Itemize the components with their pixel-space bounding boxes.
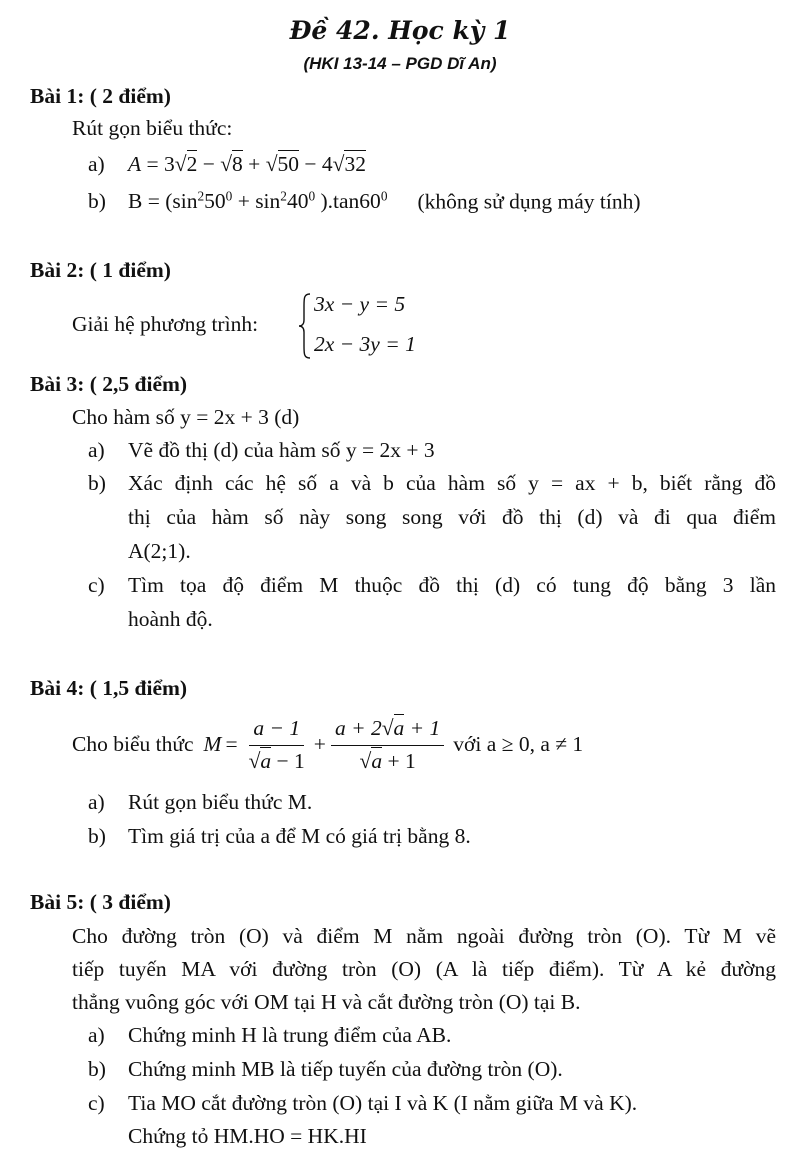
- bai5-c-label: c): [88, 1091, 105, 1115]
- exam-subtitle: (HKI 13-14 – PGD Dĩ An): [303, 54, 497, 73]
- bai2-intro: Giải hệ phương trình:: [72, 312, 259, 336]
- bai3-c-line1: Tìm tọa độ điểm M thuộc đồ thị (d) có tung độ bằng 3 lần: [128, 573, 776, 597]
- bai5-b-text: Chứng minh MB là tiếp tuyến của đường tròn (O).: [128, 1057, 563, 1081]
- bai5-heading: Bài 5: ( 3 điểm): [30, 890, 171, 914]
- bai3-b-line1: Xác định các hệ số a và b của hàm số y = ax + b, biết rằng đồ: [128, 471, 776, 495]
- bai3-b-line2: thị của hàm số này song song với đồ thị (d) và đi qua điểm: [128, 505, 776, 529]
- bai5-item-c: [88, 1091, 637, 1117]
- bai4-a-text: Rút gọn biểu thức M.: [128, 790, 313, 814]
- bai5-c-line2: Chứng tỏ HM.HO = HK.HI: [128, 1124, 367, 1148]
- bai4-a-label: a): [88, 790, 105, 814]
- bai1-heading: Bài 1: ( 2 điểm): [30, 84, 171, 108]
- bai4-item-b: [88, 824, 471, 850]
- bai5-item-a: [88, 1023, 451, 1049]
- bai1-a-label: a): [88, 152, 105, 176]
- bai5-a-text: Chứng minh H là trung điểm của AB.: [128, 1023, 452, 1047]
- bai3-intro: Cho hàm số y = 2x + 3 (d): [72, 405, 300, 429]
- bai4-condition: với a ≥ 0, a ≠ 1: [453, 732, 584, 757]
- bai4-b-text: Tìm giá trị của a để M có giá trị bằng 8.: [128, 824, 471, 848]
- bai3-a-text: Vẽ đồ thị (d) của hàm số y = 2x + 3: [128, 438, 435, 462]
- bai5-line2: tiếp tuyến MA với đường tròn (O) (A là tiếp điểm). Từ A kẻ đường: [72, 957, 776, 981]
- bai2-eq2: 2x − 3y = 1: [314, 332, 416, 356]
- bai4-fraction-1: $\frac{a - 1}{√a - 1}$: [248, 715, 305, 773]
- bai3-a-label: a): [88, 438, 105, 462]
- bai4-item-a: [88, 790, 312, 816]
- system-brace-icon: [298, 292, 312, 360]
- bai5-item-b: [88, 1057, 563, 1083]
- bai1-b-formula: $B = (\sin^250^0 + \sin^240^0$ )$.\tan 60^0$: [128, 189, 388, 214]
- bai1-b-note: (không sử dụng máy tính): [417, 189, 641, 214]
- bai5-line1: Cho đường tròn (O) và điểm M nằm ngoài đường tròn (O). Từ M vẽ: [72, 924, 776, 948]
- bai1-item-b: [88, 189, 641, 215]
- bai2-eq1: 3x − y = 5: [314, 292, 406, 316]
- bai1-intro: Rút gọn biểu thức:: [72, 116, 233, 140]
- bai4-M: M: [203, 732, 222, 757]
- bai5-b-label: b): [88, 1057, 106, 1081]
- bai4-fraction-2: $\frac{a + 2√a + 1}{√a + 1}$: [331, 716, 444, 775]
- bai4-intro: Cho biểu thức: [72, 732, 194, 757]
- bai2-heading: Bài 2: ( 1 điểm): [30, 258, 171, 282]
- bai3-c-label: c): [88, 573, 105, 597]
- bai1-a-formula: A = 3√2 − √8 + √50 − 4√32: [128, 152, 366, 176]
- bai5-a-label: a): [88, 1023, 105, 1047]
- bai5-c-line1: Tia MO cắt đường tròn (O) tại I và K (I nằm giữa M và K).: [128, 1091, 638, 1115]
- bai1-b-label: b): [88, 189, 106, 214]
- bai4-b-label: b): [88, 824, 106, 848]
- exam-title: Đề 42. Học kỳ 1: [289, 16, 511, 45]
- bai3-b-line3: A(2;1).: [128, 539, 191, 563]
- bai4-heading: Bài 4: ( 1,5 điểm): [30, 676, 188, 700]
- bai5-line3: thẳng vuông góc với OM tại H và cắt đường tròn (O) tại B.: [72, 990, 581, 1014]
- bai3-c-line2: hoành độ.: [128, 607, 213, 631]
- bai3-b-label: b): [88, 471, 106, 495]
- bai3-heading: Bài 3: ( 2,5 điểm): [30, 372, 188, 396]
- bai3-item-a: [88, 438, 435, 464]
- bai4-expression: Cho biểu thức M = $\frac{a - 1}{√a - 1}$ + $\frac{a + 2√a + 1}{√a + 1}$ với a ≥ 0, a ≠ 1: [72, 715, 584, 773]
- bai1-item-a: [88, 152, 366, 178]
